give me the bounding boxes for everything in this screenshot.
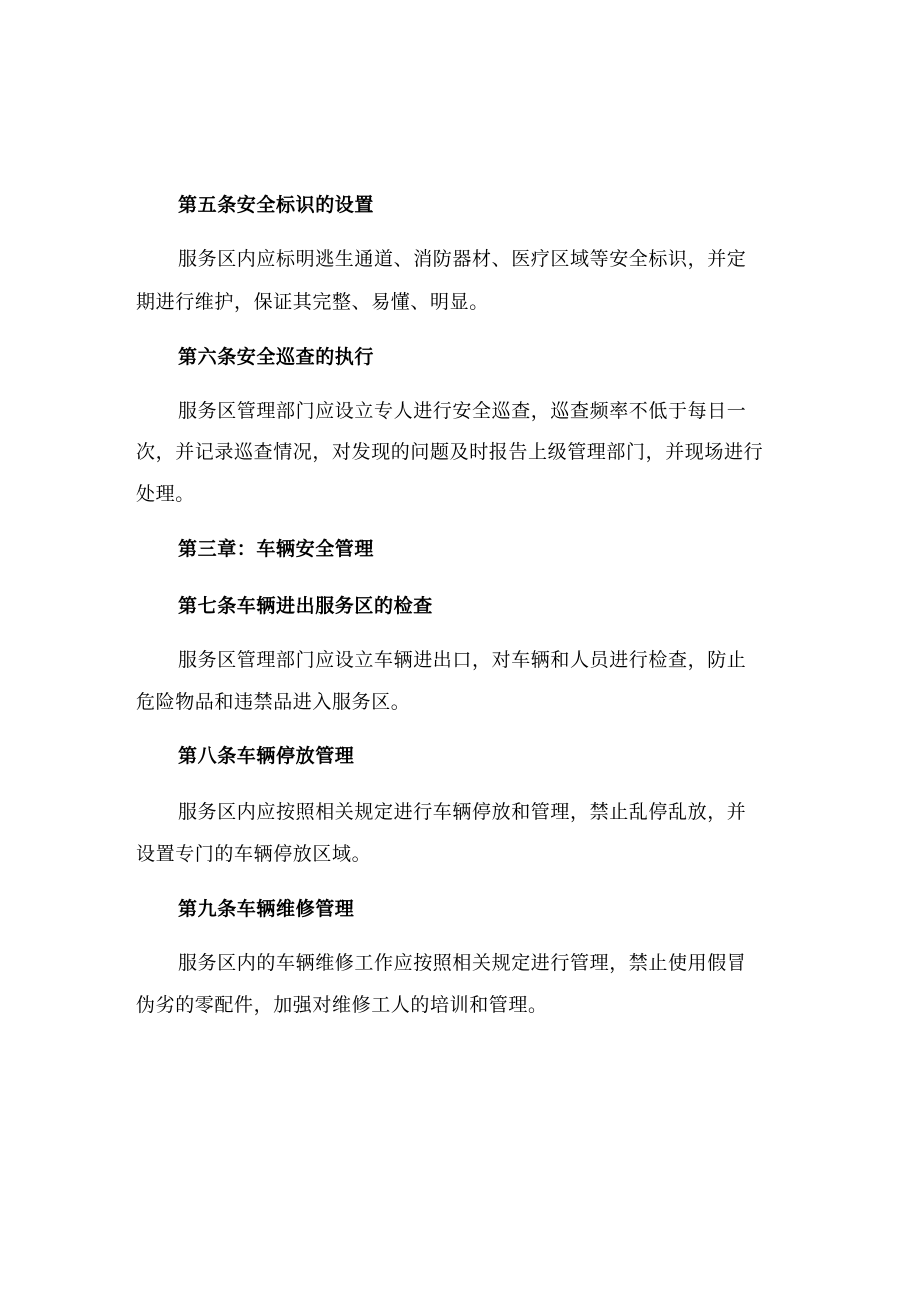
article7-body-line: 服务区管理部门应设立车辆进出口，对车辆和人员进行检查，防止 [178,649,747,671]
article6-body-line: 处理。 [136,483,195,505]
article8-body-line: 设置专门的车辆停放区域。 [136,843,372,865]
article6-heading: 第六条安全巡查的执行 [178,346,375,368]
article8-heading: 第八条车辆停放管理 [178,745,355,767]
article7-body-line: 危险物品和违禁品进入服务区。 [136,691,411,713]
chapter3-heading: 第三章：车辆安全管理 [178,538,375,560]
article7-heading: 第七条车辆进出服务区的检查 [178,595,433,617]
article8-body-line: 服务区内应按照相关规定进行车辆停放和管理，禁止乱停乱放，并 [178,801,747,823]
article9-body-line: 服务区内的车辆维修工作应按照相关规定进行管理，禁止使用假冒 [178,952,747,974]
article5-body-line: 服务区内应标明逃生通道、消防器材、医疗区域等安全标识，并定 [178,248,747,270]
article9-body-line: 伪劣的零配件，加强对维修工人的培训和管理。 [136,994,548,1016]
article6-body-line: 服务区管理部门应设立专人进行安全巡查，巡查频率不低于每日一 [178,400,747,422]
article5-body-line: 期进行维护，保证其完整、易懂、明显。 [136,291,489,313]
article9-heading: 第九条车辆维修管理 [178,898,355,920]
article6-body-line: 次，并记录巡查情况，对发现的问题及时报告上级管理部门，并现场进行 [136,441,764,463]
article5-heading: 第五条安全标识的设置 [178,194,375,216]
